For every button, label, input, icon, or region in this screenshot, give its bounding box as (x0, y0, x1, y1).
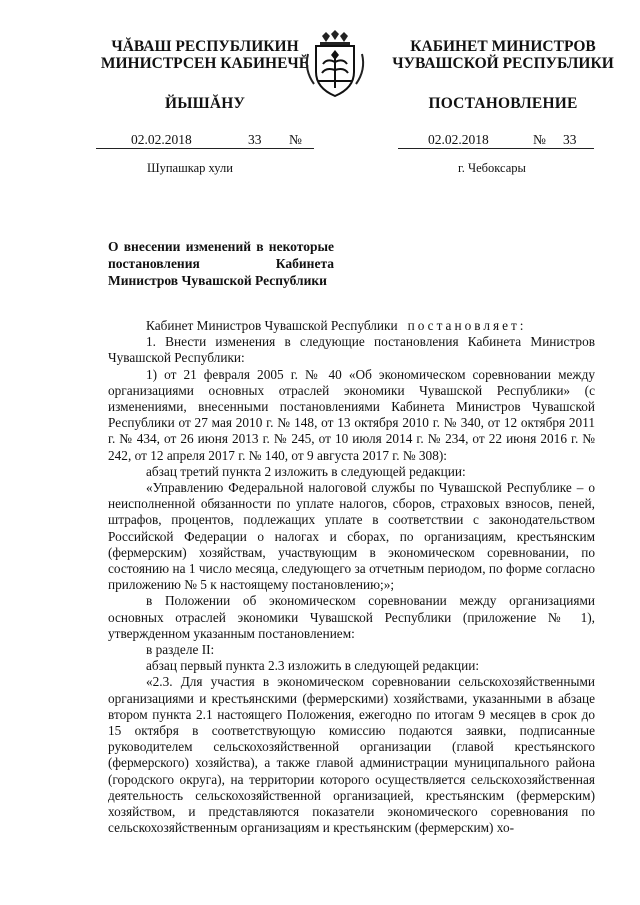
right-org-line2: ЧУВАШСКОЙ РЕСПУБЛИКИ (392, 55, 614, 72)
left-org-name (75, 38, 335, 72)
left-org-line1: ЧĂВАШ РЕСПУБЛИКИН (111, 38, 299, 55)
coat-of-arms-icon (302, 30, 368, 100)
right-date: 02.02.2018 (428, 132, 489, 147)
body-paragraph-8: «2.3. Для участия в экономическом соревновании сельскохозяйственными организациями и крестьянскими (фермерскими) хозяйствами, указанными в абзаце втором пункта 2.1 настоящего Положения, ежегодно по итогам 9 месяцев в срок до 15 октября в соответствующую комиссию подаются заявки, подписанные руководителем сельскохозяйственной организации (главой крестьянского (фермерского) хозяйства), а также главой администрации муниципального района (городского округа), на территории которого осуществляется сельскохозяйственная деятельность сельскохозяйственной организацией, крестьянским (фермерским) хозяйством, и представляются показатели экономического соревнования по сельскохозяйственным организациям и крестьянским (фермерским) хо- (108, 674, 595, 836)
left-doctype: ЙЫШĂНУ (164, 95, 246, 112)
right-doctype: ПОСТАНОВЛЕНИЕ (428, 95, 578, 112)
document-body (108, 318, 595, 837)
left-date-number-line (96, 130, 314, 149)
right-number: 33 (563, 132, 577, 147)
right-org-line1: КАБИНЕТ МИНИСТРОВ (410, 38, 596, 55)
left-org-line2: МИНИСТРСЕН КАБИНЕЧĔ (100, 55, 310, 72)
left-number-sign: № (289, 132, 302, 147)
body-paragraph-5: в Положении об экономическом соревновании между организациями основных отраслей экономики Чувашской Республики (приложение № 1), утвержденном указанным постановлением: (108, 593, 595, 641)
body-paragraph-4: «Управлению Федеральной налоговой службы по Чувашской Республике – о неисполненной обязанности по уплате налогов, сборов, страховых взносов, пеней, штрафов, процентов, подлежащих уплате в соответствии с законодательством Российской Федерации о налогах и сборах, по организациям, крестьянским (фермерским) хозяйствам, участвующим в экономическом соревновании, по состоянию на 1 число месяца, следующего за отчетным периодом, по форме согласно приложению № 5 к настоящему постановлению;»; (108, 480, 595, 593)
right-number-sign: № (533, 132, 546, 147)
right-date-number-line (398, 130, 594, 149)
intro-text: Кабинет Министров Чувашской Республики (146, 318, 398, 333)
body-paragraph-1: 1. Внести изменения в следующие постановления Кабинета Министров Чувашской Республики: (108, 334, 595, 366)
right-city: г. Чебоксары (458, 161, 526, 175)
left-city: Шупашкар хули (147, 161, 233, 175)
document-subject: О внесении изменений в некоторые постановления Кабинета Министров Чувашской Республики (108, 239, 334, 288)
body-paragraph-6: в разделе II: (146, 642, 215, 658)
body-paragraph-3: абзац третий пункта 2 изложить в следующей редакции: (146, 463, 466, 479)
right-org-name (382, 38, 624, 72)
left-date: 02.02.2018 (131, 132, 192, 147)
intro-paragraph (108, 318, 595, 334)
left-number: 33 (248, 132, 262, 147)
body-paragraph-7: абзац первый пункта 2.3 изложить в следующей редакции: (146, 658, 480, 674)
body-paragraph-2: 1) от 21 февраля 2005 г. № 40 «Об экономическом соревновании между организациями основных отраслей экономики Чувашской Республики» (с изменениями, внесенными постановлениями Кабинета Министров Чувашской Республики от 27 мая 2010 г. № 148, от 13 октября 2010 г. № 340, от 12 октября 2011 г. № 434, от 26 июня 2013 г. № 245, от 10 июля 2014 г. № 234, от 22 июня 2016 г. № 242, от 12 апреля 2017 г. № 140, от 9 августа 2017 г. № 308): (108, 366, 595, 463)
intro-resolution-word: постановляет: (407, 318, 527, 333)
